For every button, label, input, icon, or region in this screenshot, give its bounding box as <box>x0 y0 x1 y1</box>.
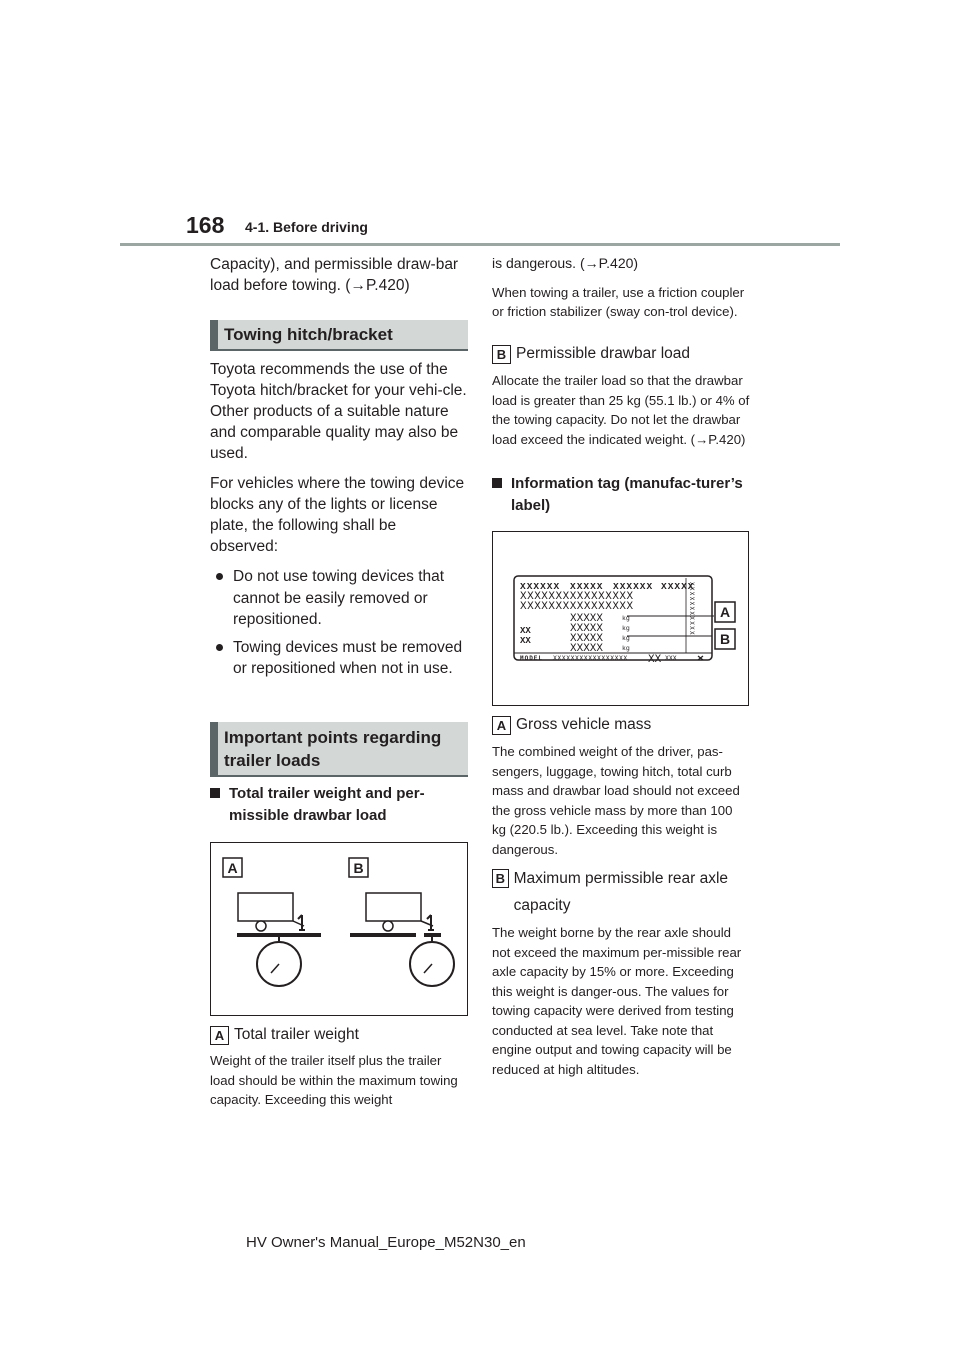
tag-model-tail: XXX <box>665 655 677 662</box>
information-tag-figure <box>492 531 749 706</box>
heading-trailer-loads <box>210 722 468 777</box>
caption-permissible-drawbar: Permissible drawbar load <box>516 345 691 362</box>
tag-row1-c: XXXXXX <box>613 581 654 592</box>
tag-kg-unit-1: kg <box>622 615 630 622</box>
friction-text: When towing a trailer, use a friction coupler or friction stabilizer (sway con-trol device). <box>492 284 745 319</box>
letter-a-icon: A <box>492 716 511 735</box>
trailer-scale-illustration <box>211 843 466 1014</box>
tag-model-value: XXXXXXXXXXXXXXXXX <box>553 655 628 662</box>
tag-row2: XXXXXXXXXXXXXXXX <box>520 591 634 603</box>
scale-b-icon <box>350 893 454 986</box>
drawbar-text: Allocate the trailer load so that the drawbar load is greater than 25 kg (55.1 lb.) or 4% of the towing capacity. Do not let the drawbar load exceed the indicated weight. (→P.420) <box>492 373 750 447</box>
letter-a-icon: A <box>210 1026 229 1045</box>
continuation-text: is dangerous. (→P.420) <box>492 255 639 271</box>
subheading-information-tag <box>492 473 750 517</box>
trailer-scale-figure <box>210 842 468 1016</box>
subheading-total-trailer <box>210 783 468 827</box>
tag-row1-d: XXXXX <box>661 581 695 592</box>
rear-axle-text: The weight borne by the rear axle should not exceed the maximum per-missible rear axle capacity by 15% or more. Exceeding this weight is danger-ous. The values for towing capacity were derived from testing conducted at sea level. Take note that engine output and towing capacity will be reduced at high altitudes. <box>492 925 742 1077</box>
tag-kg-row-1: XXXXX <box>570 613 604 625</box>
tag-kg-unit-2: kg <box>622 625 630 632</box>
caption-gross-mass-block <box>492 715 750 859</box>
square-bullet-icon <box>210 788 220 798</box>
tag-model-label: MODEL <box>520 655 544 662</box>
tag-kg-unit-3: kg <box>622 635 630 642</box>
tag-side-text: XXXXXXXXXXX <box>688 582 695 636</box>
header-rule <box>120 243 840 246</box>
caption-gross-vehicle-mass: Gross vehicle mass <box>516 716 652 733</box>
right-column-top <box>492 254 750 322</box>
caption-drawbar-block <box>492 344 750 449</box>
tag-left-xx-1: XX <box>520 626 531 636</box>
intro-text: Capacity), and permissible draw-bar load before towing. (→P.420) <box>210 256 459 294</box>
subheading-text: Information tag (manufac-turer’s label) <box>511 475 743 514</box>
heading-towing-hitch-label: Towing hitch/bracket <box>210 320 468 351</box>
bullet-item <box>210 637 468 680</box>
total-trailer-text: Weight of the trailer itself plus the trailer load should be within the maximum towing capacity. Exceeding this weight <box>210 1053 458 1107</box>
tag-model-xx: XX <box>648 654 662 666</box>
caption-total-trailer-weight: Total trailer weight <box>234 1026 359 1043</box>
caption-total-trailer-block <box>210 1025 468 1110</box>
tag-row3: XXXXXXXXXXXXXXXX <box>520 601 634 613</box>
bullet-dot <box>216 644 223 651</box>
section-title: 4-1. Before driving <box>245 219 368 235</box>
letter-b-icon: B <box>492 869 509 888</box>
figure-label-a: A <box>227 860 238 876</box>
heading-trailer-loads-label: Important points regarding trailer loads <box>210 722 468 777</box>
information-tag-illustration <box>493 532 747 704</box>
tag-kg-unit-4: kg <box>622 645 630 652</box>
lights-paragraph: For vehicles where the towing device blocks any of the lights or license plate, the following shall be observed: <box>210 475 465 555</box>
bullet-item <box>210 566 468 631</box>
tag-label-b: B <box>719 631 731 647</box>
caption-rear-axle: Maximum permissible rear axle capacity <box>513 870 729 914</box>
caption-rear-axle-block <box>492 868 750 1079</box>
tag-kg-row-3: XXXXX <box>570 633 604 645</box>
tag-kg-row-4: XXXXX <box>570 643 604 655</box>
tag-kg-row-2: XXXXX <box>570 623 604 635</box>
towing-text-block <box>210 359 468 686</box>
tag-row1-b: XXXXX <box>570 581 604 592</box>
tag-left-xx-2: XX <box>520 636 531 646</box>
page-number: 168 <box>186 212 225 238</box>
letter-b-icon: B <box>492 345 511 364</box>
bullet-text: Towing devices must be removed or repositioned when not in use. <box>233 638 463 677</box>
tag-row1-a: XXXXXX <box>520 581 561 592</box>
subheading-text: Total trailer weight and per-missible drawbar load <box>229 785 425 824</box>
footer-manual-id: HV Owner's Manual_Europe_M52N30_en <box>246 1234 526 1251</box>
bullet-dot <box>216 573 223 580</box>
figure-label-b: B <box>353 860 364 876</box>
tag-label-a: A <box>719 604 731 620</box>
bullet-text: Do not use towing devices that cannot be easily removed or repositioned. <box>233 568 445 628</box>
square-bullet-icon <box>492 478 502 488</box>
hitch-paragraph: Toyota recommends the use of the Toyota hitch/bracket for your vehi-cle. Other products of a suitable nature and comparable quality may also be used. <box>210 361 467 462</box>
gross-mass-text: The combined weight of the driver, pas-sengers, luggage, towing hitch, total curb mass and drawbar load should not exceed the gross vehicle mass by more than 100 kg (220.5 lb.). Exceeding this weight is dangerous. <box>492 744 740 857</box>
heading-towing-hitch <box>210 320 468 351</box>
left-column <box>210 254 468 304</box>
scale-a-icon <box>237 893 321 986</box>
